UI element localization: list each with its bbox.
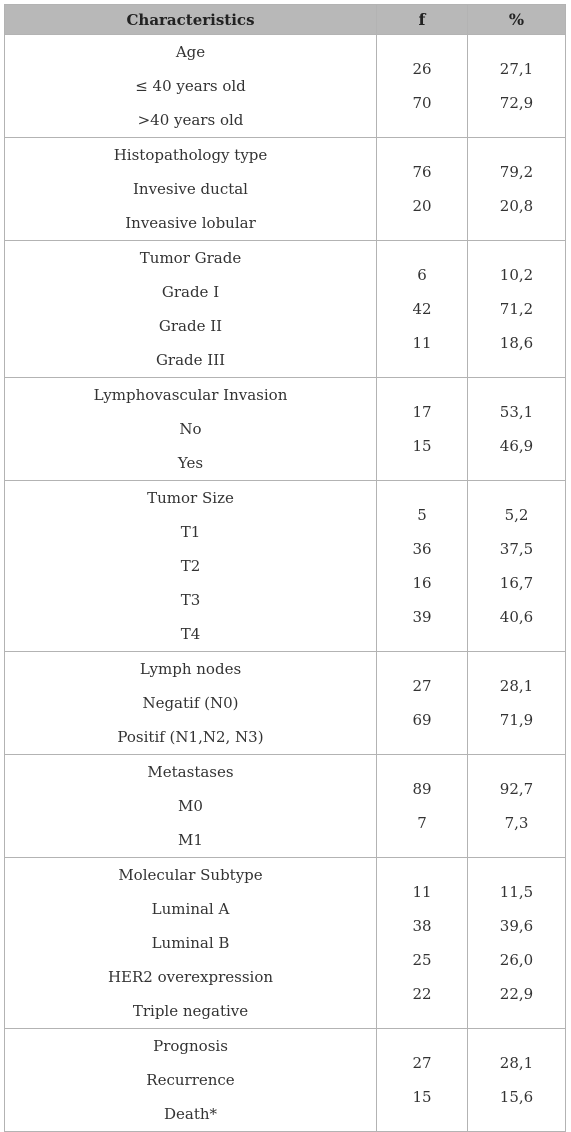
percent-value: 27,1 <box>499 60 534 78</box>
frequency-value: 7 <box>417 814 427 832</box>
table-row <box>5 755 566 858</box>
percent-value: 26,0 <box>499 951 534 969</box>
percent-cell <box>468 858 566 1029</box>
section-title: Metastases <box>147 763 234 781</box>
percent-cell <box>468 138 566 241</box>
section-title: Histopathology type <box>113 146 268 164</box>
category-label: Yes <box>177 454 204 472</box>
frequency-value: 25 <box>412 951 432 969</box>
frequency-value: 20 <box>412 197 432 215</box>
percent-value: 28,1 <box>499 677 534 695</box>
category-label: No <box>179 420 202 438</box>
percent-value: 71,2 <box>499 300 534 318</box>
category-label: Death* <box>163 1105 218 1123</box>
table-row <box>5 138 566 241</box>
percent-value: 39,6 <box>499 917 534 935</box>
percent-value: 11,5 <box>499 883 534 901</box>
percent-value: 16,7 <box>499 574 534 592</box>
section-title: Tumor Grade <box>139 249 242 267</box>
frequency-value: 22 <box>412 985 432 1003</box>
percent-cell <box>468 1029 566 1132</box>
frequency-value: 39 <box>412 608 432 626</box>
category-label: Recurrence <box>146 1071 235 1089</box>
header-f: f <box>377 5 468 35</box>
frequency-value: 16 <box>412 574 432 592</box>
characteristic-cell <box>5 755 377 858</box>
category-label: T3 <box>180 591 201 609</box>
frequency-value: 70 <box>412 94 432 112</box>
frequency-value: 5 <box>417 506 427 524</box>
percent-value: 15,6 <box>499 1088 534 1106</box>
percent-cell <box>468 652 566 755</box>
characteristic-cell <box>5 138 377 241</box>
table-row <box>5 35 566 138</box>
percent-cell <box>468 481 566 652</box>
frequency-value: 76 <box>412 163 432 181</box>
category-label: Grade I <box>161 283 220 301</box>
frequency-cell <box>377 35 468 138</box>
characteristic-cell <box>5 35 377 138</box>
frequency-cell <box>377 858 468 1029</box>
frequency-value: 27 <box>412 677 432 695</box>
table-row <box>5 241 566 378</box>
percent-value: 71,9 <box>499 711 534 729</box>
frequency-cell <box>377 755 468 858</box>
frequency-value: 27 <box>412 1054 432 1072</box>
header-percent: % <box>468 5 566 35</box>
category-label: T4 <box>180 625 201 643</box>
percent-value: 53,1 <box>499 403 534 421</box>
percent-value: 20,8 <box>499 197 534 215</box>
category-label: M0 <box>178 797 203 815</box>
header-characteristics: Characteristics <box>5 5 377 35</box>
frequency-value: 42 <box>412 300 432 318</box>
percent-value: 5,2 <box>504 506 529 524</box>
section-title: Molecular Subtype <box>118 866 263 884</box>
percent-value: 7,3 <box>504 814 529 832</box>
category-label: T2 <box>180 557 201 575</box>
frequency-cell <box>377 652 468 755</box>
characteristic-cell <box>5 652 377 755</box>
percent-value: 72,9 <box>499 94 534 112</box>
category-label: >40 years old <box>137 111 244 129</box>
frequency-value: 69 <box>412 711 432 729</box>
frequency-value: 36 <box>412 540 432 558</box>
category-label: Triple negative <box>132 1002 249 1020</box>
percent-value: 18,6 <box>499 334 534 352</box>
frequency-value: 89 <box>412 780 432 798</box>
characteristics-table <box>4 4 566 1132</box>
table-row <box>5 652 566 755</box>
category-label: Inveasive lobular <box>125 214 256 232</box>
frequency-value: 17 <box>412 403 432 421</box>
frequency-cell <box>377 481 468 652</box>
frequency-cell <box>377 241 468 378</box>
characteristic-cell <box>5 1029 377 1132</box>
frequency-value: 15 <box>412 437 432 455</box>
category-label: Negatif (N0) <box>142 694 239 712</box>
percent-cell <box>468 378 566 481</box>
percent-cell <box>468 35 566 138</box>
frequency-value: 38 <box>412 917 432 935</box>
percent-cell <box>468 755 566 858</box>
table-body <box>5 35 566 1132</box>
percent-value: 92,7 <box>499 780 534 798</box>
frequency-cell <box>377 378 468 481</box>
section-title: Lymph nodes <box>139 660 242 678</box>
frequency-cell <box>377 138 468 241</box>
category-label: Luminal A <box>151 900 230 918</box>
category-label: Luminal B <box>151 934 230 952</box>
frequency-cell <box>377 1029 468 1132</box>
category-label: Grade II <box>158 317 223 335</box>
percent-cell <box>468 241 566 378</box>
category-label: HER2 overexpression <box>107 968 274 986</box>
category-label: Invesive ductal <box>133 180 248 198</box>
category-label: T1 <box>180 523 201 541</box>
frequency-value: 11 <box>412 334 432 352</box>
section-title: Prognosis <box>153 1037 228 1055</box>
category-label: Grade III <box>155 351 226 369</box>
section-title: Lymphovascular Invasion <box>93 386 288 404</box>
percent-value: 46,9 <box>499 437 534 455</box>
table-row <box>5 378 566 481</box>
percent-value: 79,2 <box>499 163 534 181</box>
table-row <box>5 858 566 1029</box>
characteristic-cell <box>5 858 377 1029</box>
frequency-value: 11 <box>412 883 432 901</box>
section-title: Age <box>175 43 206 61</box>
header-row <box>5 5 566 35</box>
table-row <box>5 1029 566 1132</box>
category-label: M1 <box>178 831 203 849</box>
percent-value: 28,1 <box>499 1054 534 1072</box>
section-title: Tumor Size <box>147 489 234 507</box>
category-label: Positif (N1,N2, N3) <box>117 728 264 746</box>
characteristic-cell <box>5 378 377 481</box>
characteristic-cell <box>5 481 377 652</box>
percent-value: 10,2 <box>499 266 534 284</box>
frequency-value: 26 <box>412 60 432 78</box>
table-row <box>5 481 566 652</box>
percent-value: 37,5 <box>499 540 534 558</box>
percent-value: 40,6 <box>499 608 534 626</box>
category-label: ≤ 40 years old <box>135 77 246 95</box>
characteristic-cell <box>5 241 377 378</box>
frequency-value: 6 <box>417 266 427 284</box>
percent-value: 22,9 <box>499 985 534 1003</box>
frequency-value: 15 <box>412 1088 432 1106</box>
